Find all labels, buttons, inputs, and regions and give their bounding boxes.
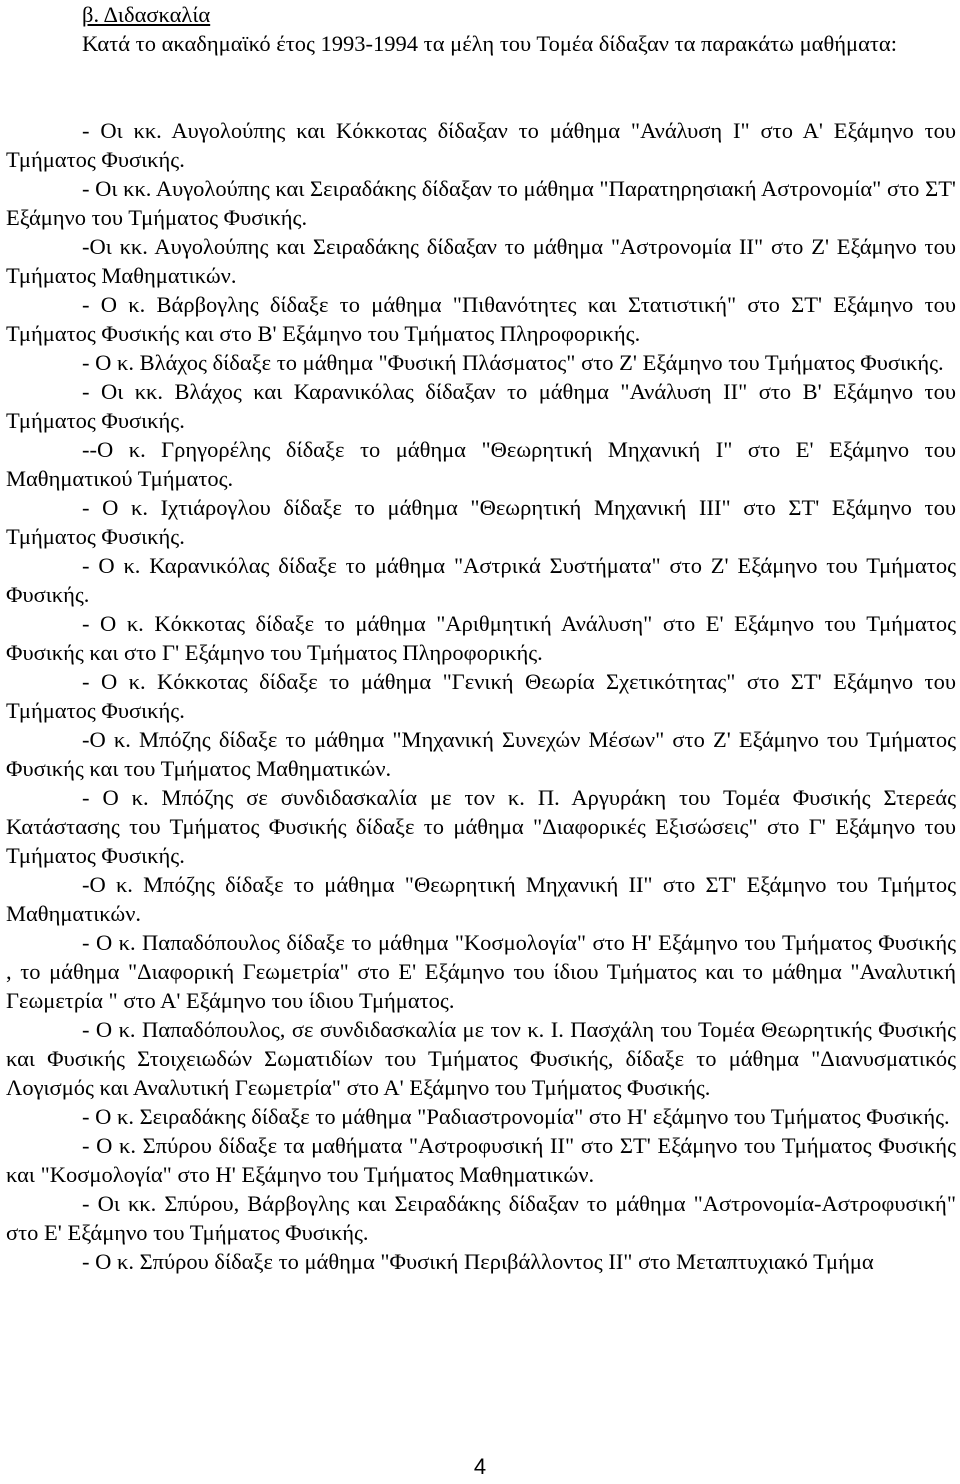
paragraph-spacer (6, 58, 956, 116)
course-entry: --Ο κ. Γρηγορέλης δίδαξε το μάθημα "Θεωρητική Μηχανική Ι" στο Ε' Εξάμηνο του Μαθηματικού Τμήματος. (6, 437, 956, 491)
course-entry: -Οι κκ. Αυγολούπης και Σειραδάκης δίδαξαν το μάθημα "Αστρονομία ΙΙ" στο Ζ' Εξάμηνο του Τμήματος Μαθηματικών. (6, 234, 956, 288)
intro-paragraph: Κατά το ακαδημαϊκό έτος 1993-1994 τα μέλη του Τομέα δίδαξαν τα παρακάτω μαθήματα: (82, 31, 897, 56)
course-entry: - Ο κ. Βλάχος δίδαξε το μάθημα "Φυσική Πλάσματος" στο Ζ' Εξάμηνο του Τμήματος Φυσικής. (82, 350, 944, 375)
course-entry: - Οι κκ. Αυγολούπης και Σειραδάκης δίδαξαν το μάθημα "Παρατηρησιακή Αστρονομία" στο ΣΤ' Εξάμηνο του Τμήματος Φυσικής. (6, 176, 956, 230)
section-heading: β. Διδασκαλία (82, 2, 211, 27)
course-entry: - Ο κ. Βάρβογλης δίδαξε το μάθημα "Πιθανότητες και Στατιστική" στο ΣΤ' Εξάμηνο του Τμήματος Φυσικής και στο Β' Εξάμηνο του Τμήματος Πληροφορικής. (6, 292, 956, 346)
document-body (6, 29, 956, 1276)
course-entry: - Ο κ. Σειραδάκης δίδαξε το μάθημα "Ραδιαστρονομία" στο Η' εξάμηνο του Τμήματος Φυσικής. (82, 1104, 950, 1129)
course-entry: - Ο κ. Κόκκοτας δίδαξε το μάθημα "Γενική Θεωρία Σχετικότητας" στο ΣΤ' Εξάμηνο του Τμήματος Φυσικής. (6, 669, 956, 723)
page-number: 4 (473, 1454, 487, 1479)
course-entry: - Ο κ. Παπαδόπουλος, σε συνδιδασκαλία με τον κ. Ι. Πασχάλη του Τομέα Θεωρητικής Φυσικής και Φυσικής Στοιχειωδών Σωματιδίων του Τμήματος Φυσικής, δίδαξε το μάθημα "Διανυσματικός Λογισμός και Αναλυτική Γεωμετρία" στο Α' Εξάμηνο του Τμήματος Φυσικής. (6, 1017, 956, 1100)
course-entry: - Οι κκ. Σπύρου, Βάρβογλης και Σειραδάκης δίδαξαν το μάθημα "Αστρονομία-Αστροφυσική" στο Ε' Εξάμηνο του Τμήματος Φυσικής. (6, 1191, 956, 1245)
course-entry: - Ο κ. Σπύρου δίδαξε τα μαθήματα "Αστροφυσική ΙΙ" στο ΣΤ' Εξάμηνο του Τμήματος Φυσικής και "Κοσμολογία" στο Η' Εξάμηνο του Τμήματος Μαθηματικών. (6, 1133, 956, 1187)
course-entry: - Ο κ. Καρανικόλας δίδαξε το μάθημα "Αστρικά Συστήματα" στο Ζ' Εξάμηνο του Τμήματος Φυσικής. (6, 553, 956, 607)
course-entry: - Ο κ. Ιχτιάρογλου δίδαξε το μάθημα "Θεωρητική Μηχανική ΙΙΙ" στο ΣΤ' Εξάμηνο του Τμήματος Φυσικής. (6, 495, 956, 549)
course-entry: - Οι κκ. Βλάχος και Καρανικόλας δίδαξαν το μάθημα "Ανάλυση ΙΙ" στο Β' Εξάμηνο του Τμήματος Φυσικής. (6, 379, 956, 433)
course-entry: - Ο κ. Μπόζης σε συνδιδασκαλία με τον κ. Π. Αργυράκη του Τομέα Φυσικής Στερεάς Κατάστασης του Τμήματος Φυσικής δίδαξε το μάθημα "Διαφορικές Εξισώσεις" στο Γ' Εξάμηνο του Τμήματος Φυσικής. (6, 785, 956, 868)
course-entry: - Ο κ. Σπύρου δίδαξε το μάθημα "Φυσική Περιβάλλοντος ΙΙ" στο Μεταπτυχιακό Τμήμα (82, 1249, 874, 1274)
course-entry: -Ο κ. Μπόζης δίδαξε το μάθημα "Μηχανική Συνεχών Μέσων" στο Ζ' Εξάμηνο του Τμήματος Φυσικής και του Τμήματος Μαθηματικών. (6, 727, 956, 781)
course-entry: - Ο κ. Κόκκοτας δίδαξε το μάθημα "Αριθμητική Ανάλυση" στο Ε' Εξάμηνο του Τμήματος Φυσικής και στο Γ' Εξάμηνο του Τμήματος Πληροφορικής. (6, 611, 956, 665)
course-entry: - Ο κ. Παπαδόπουλος δίδαξε το μάθημα "Κοσμολογία" στο Η' Εξάμηνο του Τμήματος Φυσικής , το μάθημα "Διαφορική Γεωμετρία" στο Ε' Εξάμηνο του ίδιου Τμήματος και το μάθημα "Αναλυτική Γεωμετρία " στο Α' Εξάμηνο του ίδιου Τμήματος. (6, 930, 956, 1013)
course-entry: - Οι κκ. Αυγολούπης και Κόκκοτας δίδαξαν το μάθημα "Ανάλυση Ι" στο Α' Εξάμηνο του Τμήματος Φυσικής. (6, 118, 956, 172)
course-entry: -Ο κ. Μπόζης δίδαξε το μάθημα "Θεωρητική Μηχανική ΙΙ" στο ΣΤ' Εξάμηνο του Τμήμτος Μαθηματικών. (6, 872, 956, 926)
